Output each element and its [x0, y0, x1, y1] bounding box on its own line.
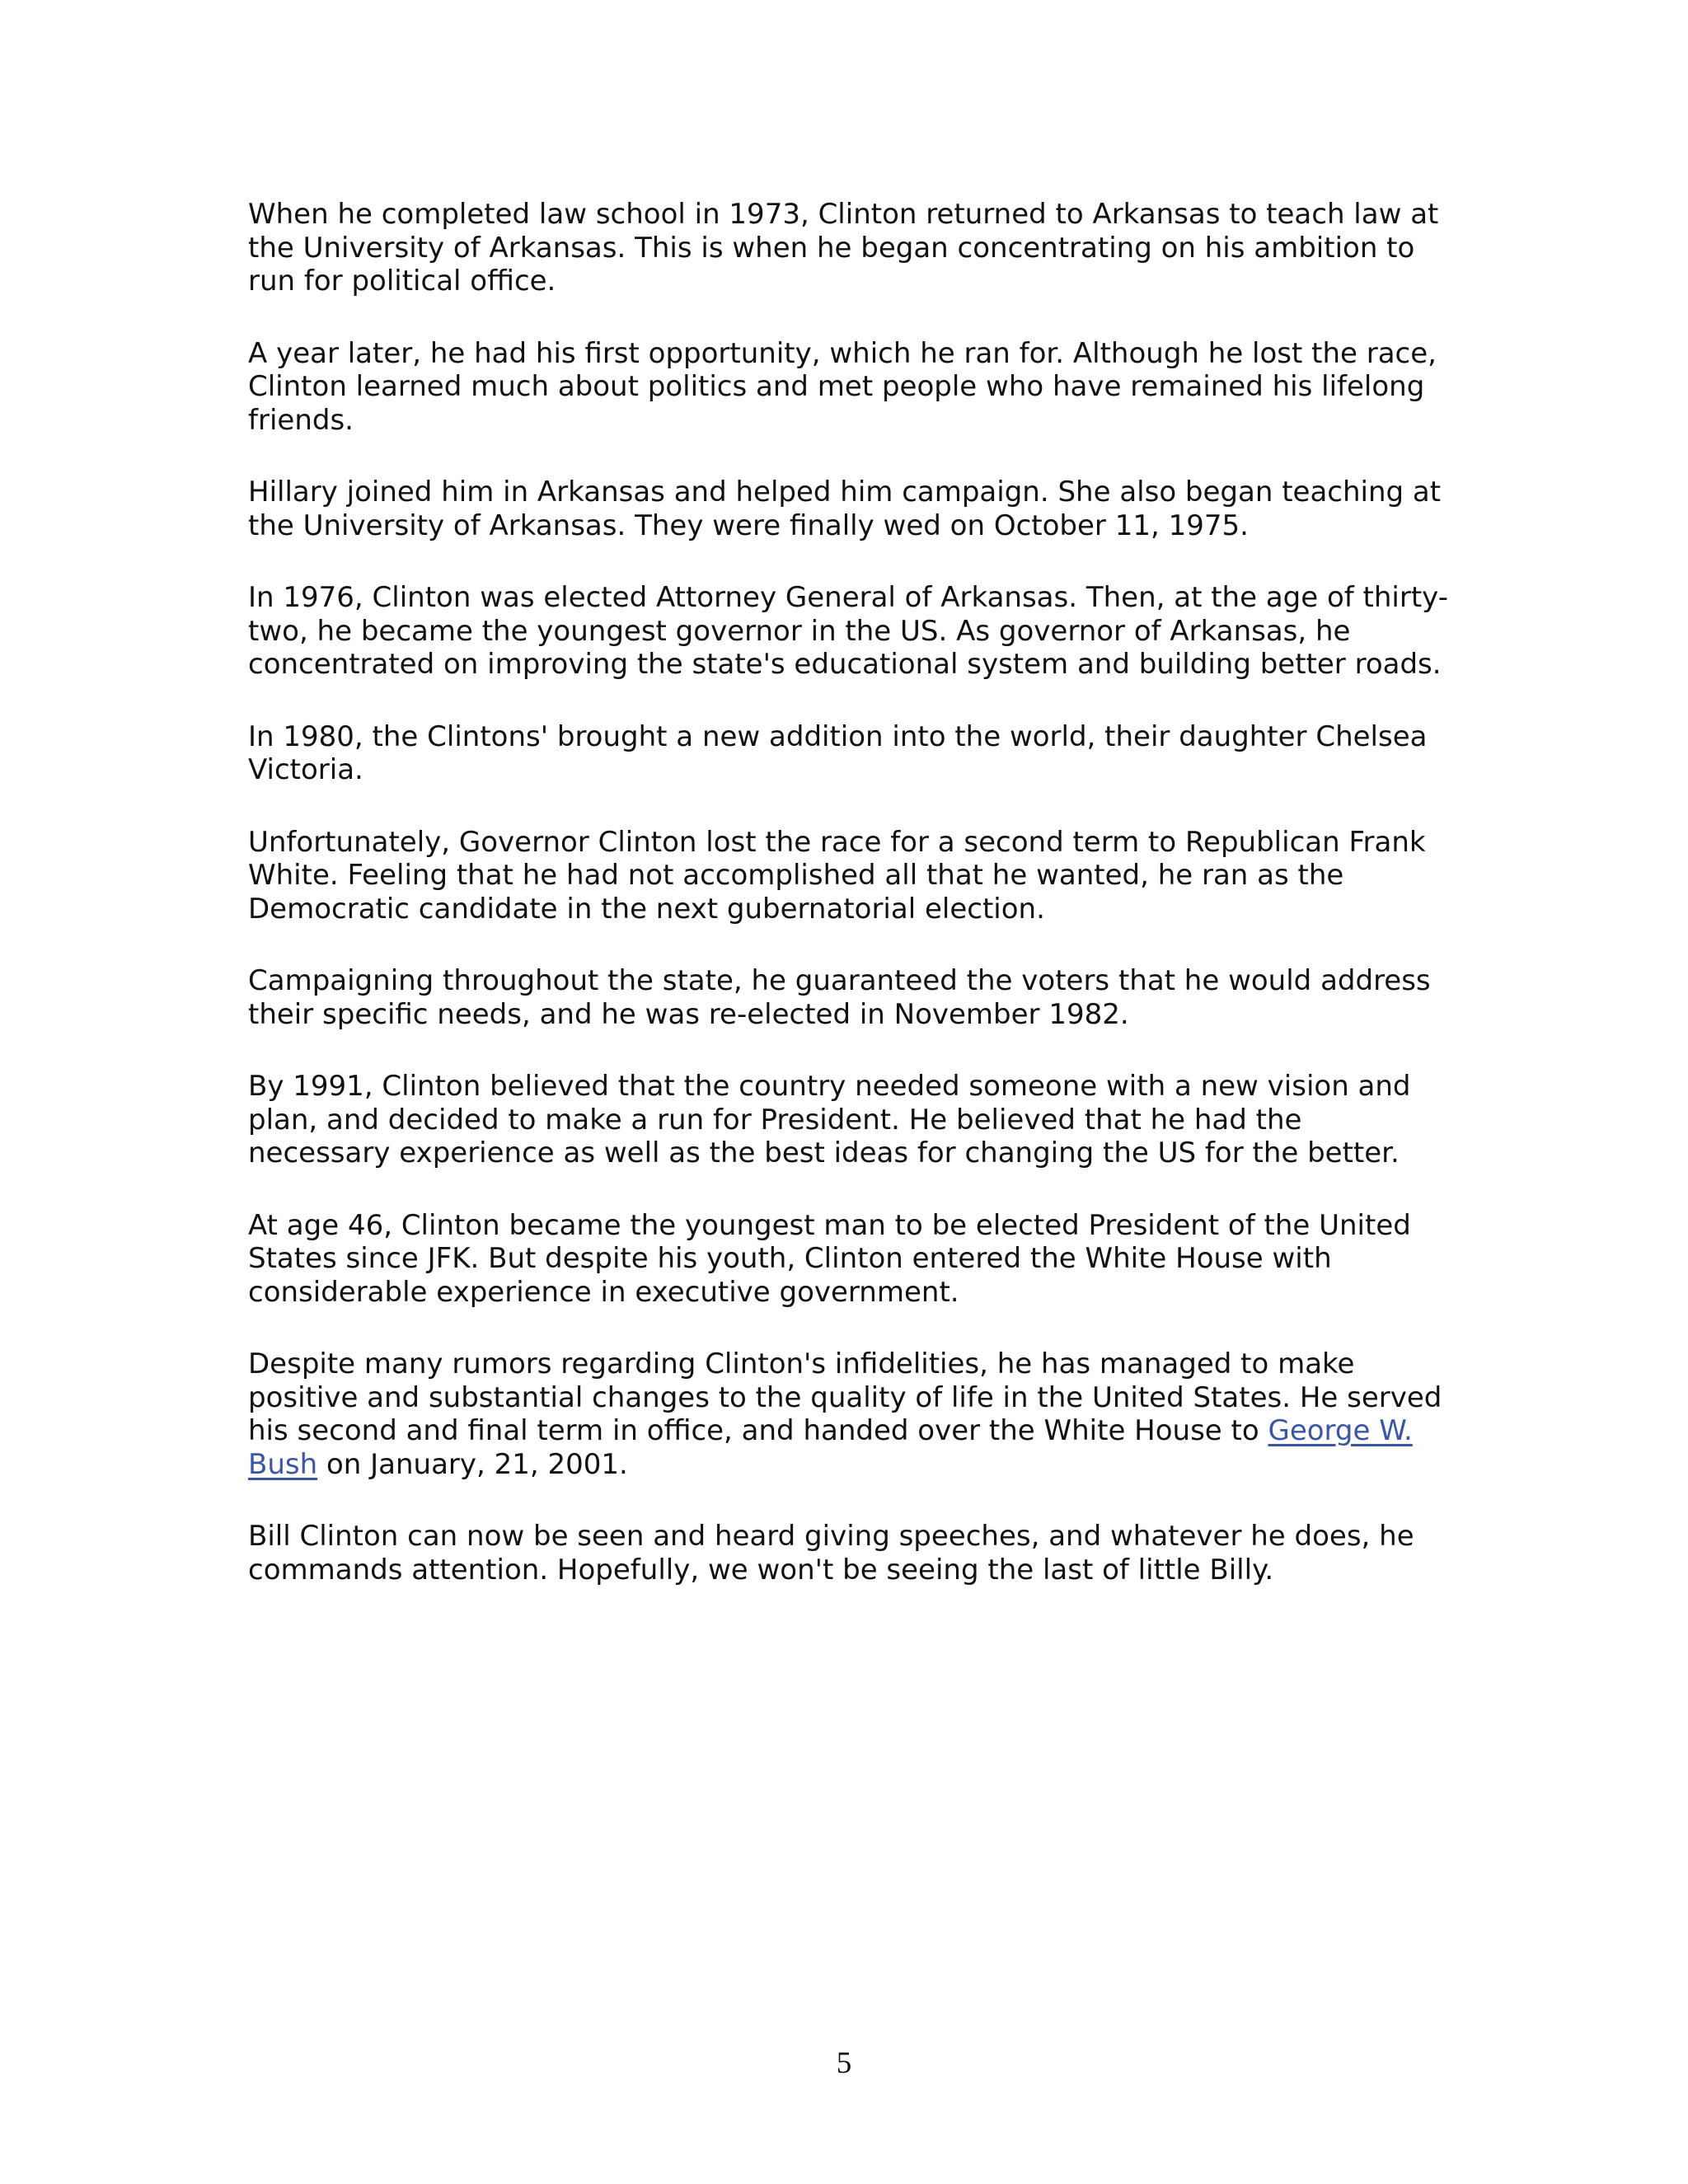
paragraph-attorney-general: In 1976, Clinton was elected Attorney General of Arkansas. Then, at the age of thirty-two, he became the youngest governor in the US. As governor of Arkansas, he concentrated on improving the state's educational system and building better roads.	[248, 581, 1448, 681]
george-w-bush-link[interactable]: George W. Bush	[248, 1414, 1413, 1481]
paragraph-first-race: A year later, he had his first opportunity, which he ran for. Although he lost the race, Clinton learned much about politics and met people who have remained his lifelong friends.	[248, 336, 1437, 437]
document-body	[248, 198, 1451, 1625]
paragraph-law-school: When he completed law school in 1973, Clinton returned to Arkansas to teach law at the University of Arkansas. This is when he began concentrating on his ambition to run for political office.	[248, 198, 1439, 298]
paragraph-lost-race: Unfortunately, Governor Clinton lost the race for a second term to Republican Frank White. Feeling that he had not accomplished all that he wanted, he ran as the Democratic candidate in the next gubernatorial election.	[248, 825, 1426, 926]
final-term-text: Despite many rumors regarding Clinton's infidelities, he has managed to make positive and substantial changes to the quality of life in the United States. He served his second and final term in office, and handed over the White House to	[248, 1347, 1442, 1447]
paragraph-youngest-president: At age 46, Clinton became the youngest man to be elected President of the United States since JFK. But despite his youth, Clinton entered the White House with considerable experience in executive government.	[248, 1208, 1411, 1309]
paragraph-presidential-run: By 1991, Clinton believed that the country needed someone with a new vision and plan, and decided to make a run for President. He believed that he had the necessary experience as well as the best ideas for changing the US for the better.	[248, 1070, 1411, 1169]
paragraph-final-term	[248, 1347, 1451, 1481]
paragraph-hillary: Hillary joined him in Arkansas and helped him campaign. She also began teaching at the University of Arkansas. They were finally wed on October 11, 1975.	[248, 476, 1442, 542]
paragraph-closing: Bill Clinton can now be seen and heard giving speeches, and whatever he does, he commands attention. Hopefully, we won't be seeing the last of little Billy.	[248, 1520, 1414, 1586]
paragraph-re-elected: Campaigning throughout the state, he guaranteed the voters that he would address their specific needs, and he was re-elected in November 1982.	[248, 964, 1431, 1031]
paragraph-chelsea: In 1980, the Clintons' brought a new addition into the world, their daughter Chelsea Victoria.	[248, 719, 1428, 786]
page-number: 5	[836, 2046, 852, 2080]
final-term-date-text: on January, 21, 2001.	[317, 1447, 628, 1481]
